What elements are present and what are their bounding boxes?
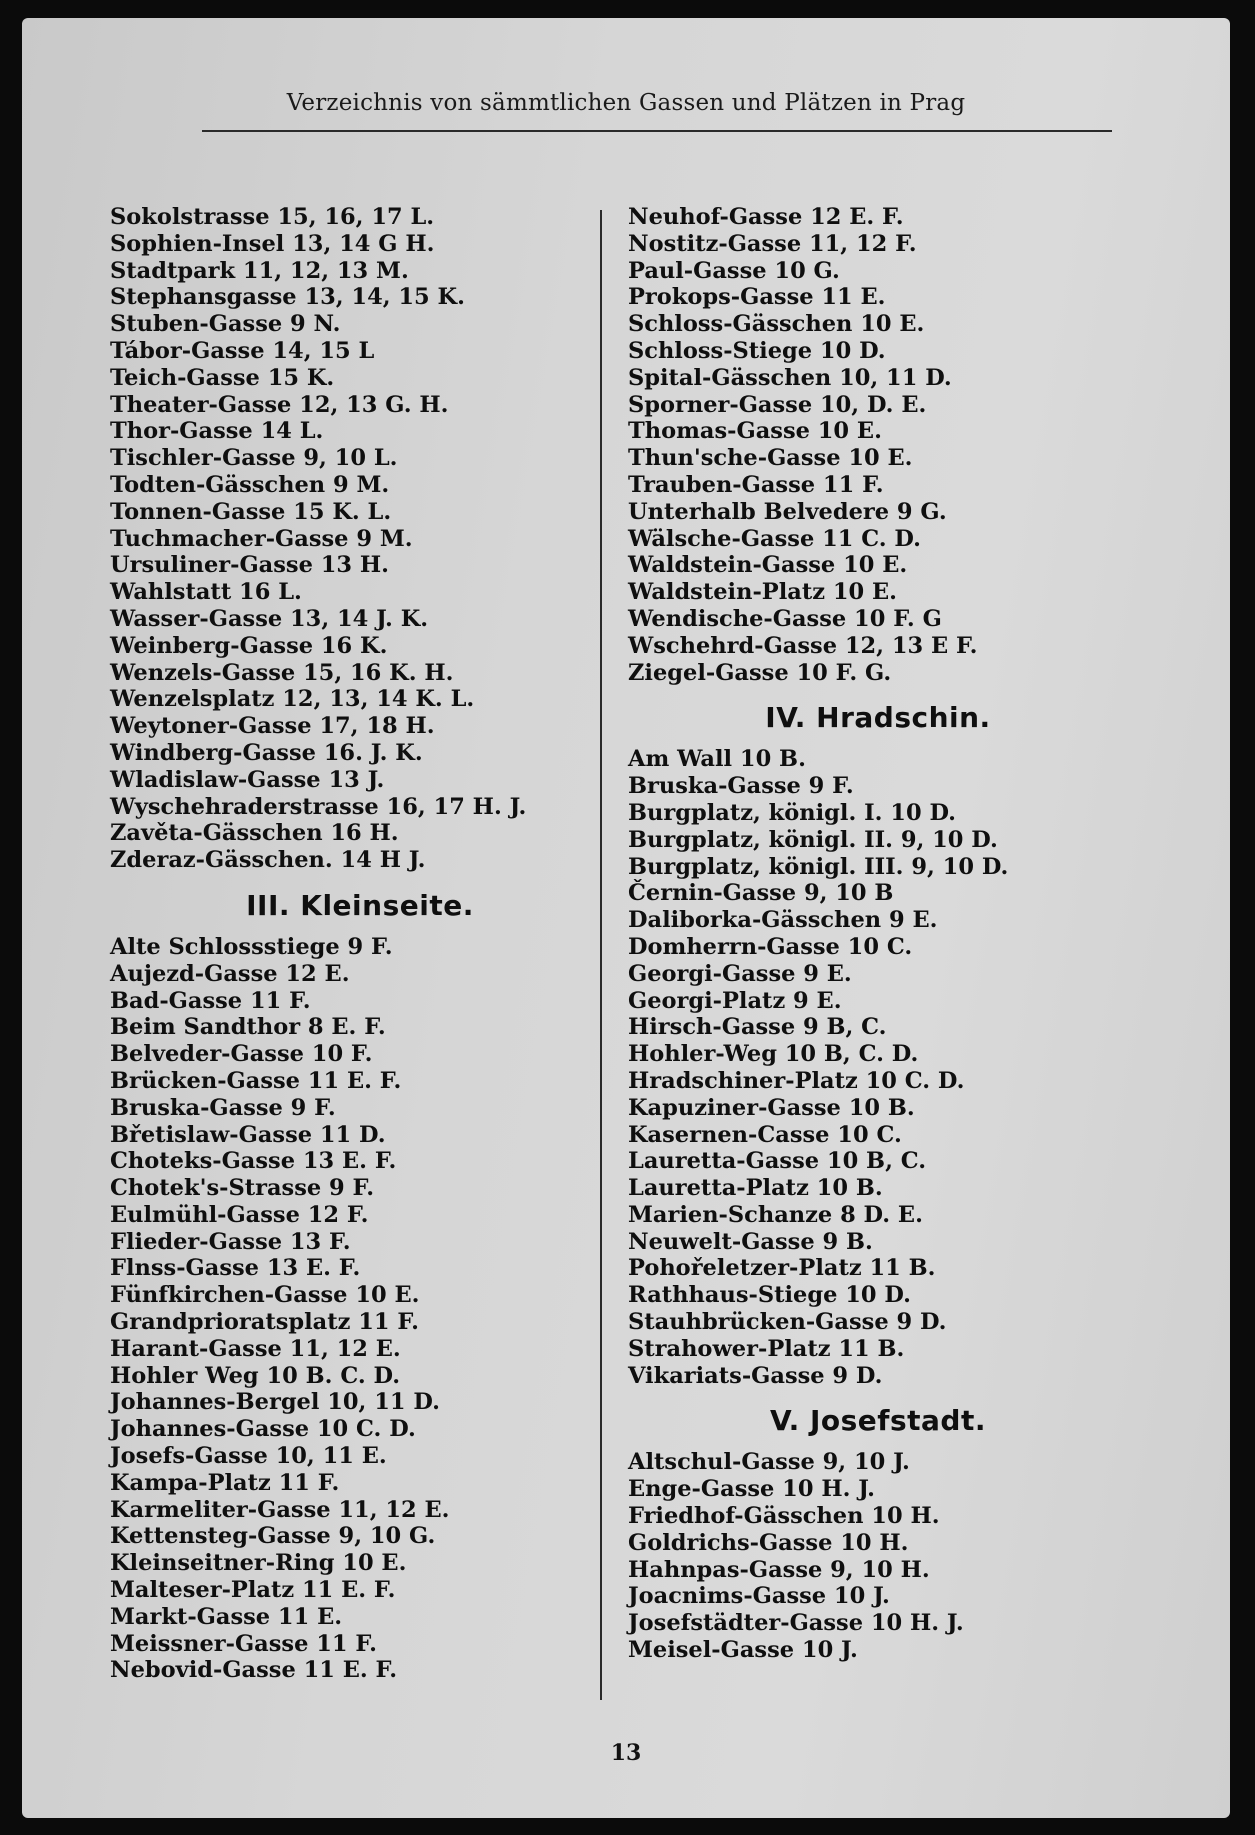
street-entry: Wenzels-Gasse 15, 16 K. H. <box>110 659 454 686</box>
street-entry: Břetislaw-Gasse 11 D. <box>110 1121 386 1148</box>
street-entry: Thomas-Gasse 10 E. <box>628 418 882 445</box>
page-number: 13 <box>610 1740 642 1766</box>
street-entry: Wschehrd-Gasse 12, 13 E F. <box>628 632 978 659</box>
street-entry: Markt-Gasse 11 E. <box>110 1603 343 1630</box>
street-entry: Stauhbrücken-Gasse 9 D. <box>628 1309 947 1336</box>
street-entry: Wenzelsplatz 12, 13, 14 K. L. <box>110 686 475 713</box>
street-entry: Fünfkirchen-Gasse 10 E. <box>110 1282 420 1309</box>
page-header: Verzeichnis von sämmtlichen Gassen und Plätzen in Prag <box>286 90 966 116</box>
street-entry: Johannes-Bergel 10, 11 D. <box>110 1389 440 1416</box>
street-entry: Strahower-Platz 11 B. <box>628 1335 905 1362</box>
street-entry: Flieder-Gasse 13 F. <box>110 1228 351 1255</box>
street-entry: Wendische-Gasse 10 F. G <box>628 605 942 632</box>
street-entry: Thun'sche-Gasse 10 E. <box>628 445 913 472</box>
street-entry: Am Wall 10 B. <box>628 746 806 773</box>
street-entry: Meissner-Gasse 11 F. <box>110 1630 377 1657</box>
street-entry: Paul-Gasse 10 G. <box>628 257 840 284</box>
street-entry: Daliborka-Gässchen 9 E. <box>628 907 938 934</box>
column-divider <box>600 210 602 1700</box>
street-entry: Zavěta-Gässchen 16 H. <box>110 820 399 847</box>
street-entry: Burgplatz, königl. III. 9, 10 D. <box>628 853 1009 880</box>
street-entry: Joacnims-Gasse 10 J. <box>628 1583 890 1610</box>
street-entry: Windberg-Gasse 16. J. K. <box>110 739 423 766</box>
street-entry: Aujezd-Gasse 12 E. <box>110 960 350 987</box>
street-entry: Schloss-Stiege 10 D. <box>628 337 886 364</box>
street-entry: Spital-Gässchen 10, 11 D. <box>628 364 952 391</box>
street-entry: Hradschiner-Platz 10 C. D. <box>628 1067 965 1094</box>
street-entry: Burgplatz, königl. II. 9, 10 D. <box>628 826 998 853</box>
left-entries-b <box>110 934 590 1684</box>
right-entries-a <box>628 204 1098 686</box>
street-entry: Hohler Weg 10 B. C. D. <box>110 1362 401 1389</box>
street-entry: Sophien-Insel 13, 14 G H. <box>110 230 435 257</box>
street-entry: Wyschehraderstrasse 16, 17 H. J. <box>110 793 527 820</box>
street-entry: Karmeliter-Gasse 11, 12 E. <box>110 1496 450 1523</box>
street-entry: Teich-Gasse 15 K. <box>110 364 335 391</box>
street-entry: Neuhof-Gasse 12 E. F. <box>628 204 904 230</box>
street-entry: Domherrn-Gasse 10 C. <box>628 933 913 960</box>
right-entries-b <box>628 746 1098 1389</box>
street-entry: Goldrichs-Gasse 10 H. <box>628 1529 909 1556</box>
street-entry: Waldstein-Platz 10 E. <box>628 579 897 606</box>
street-entry: Hohler-Weg 10 B, C. D. <box>628 1041 919 1068</box>
street-entry: Meisel-Gasse 10 J. <box>628 1637 858 1664</box>
street-entry: Burgplatz, königl. I. 10 D. <box>628 799 956 826</box>
street-entry: Bruska-Gasse 9 F. <box>110 1094 336 1121</box>
street-entry: Lauretta-Gasse 10 B, C. <box>628 1148 927 1175</box>
street-entry: Ziegel-Gasse 10 F. G. <box>628 659 892 686</box>
street-entry: Sporner-Gasse 10, D. E. <box>628 391 927 418</box>
street-entry: Tonnen-Gasse 15 K. L. <box>110 498 392 525</box>
street-entry: Kettensteg-Gasse 9, 10 G. <box>110 1523 436 1550</box>
street-entry: Kasernen-Casse 10 C. <box>628 1121 902 1148</box>
street-entry: Theater-Gasse 12, 13 G. H. <box>110 391 449 418</box>
street-entry: Kleinseitner-Ring 10 E. <box>110 1550 407 1577</box>
street-entry: Neuwelt-Gasse 9 B. <box>628 1228 873 1255</box>
street-entry: Wälsche-Gasse 11 C. D. <box>628 525 921 552</box>
street-entry: Stuben-Gasse 9 N. <box>110 311 341 338</box>
left-entries-a <box>110 204 590 874</box>
street-entry: Wladislaw-Gasse 13 J. <box>110 766 385 793</box>
street-entry: Bad-Gasse 11 F. <box>110 987 311 1014</box>
street-entry: Lauretta-Platz 10 B. <box>628 1175 883 1202</box>
section-title-kleinseite: III. Kleinseite. <box>246 888 474 922</box>
street-entry: Grandprioratsplatz 11 F. <box>110 1309 419 1336</box>
street-entry: Sokolstrasse 15, 16, 17 L. <box>110 204 435 230</box>
street-entry: Malteser-Platz 11 E. F. <box>110 1577 396 1604</box>
street-entry: Flnss-Gasse 13 E. F. <box>110 1255 361 1282</box>
right-entries-c <box>628 1449 1098 1663</box>
street-entry: Schloss-Gässchen 10 E. <box>628 311 925 338</box>
street-entry: Eulmühl-Gasse 12 F. <box>110 1201 369 1228</box>
street-entry: Hahnpas-Gasse 9, 10 H. <box>628 1556 930 1583</box>
street-entry: Waldstein-Gasse 10 E. <box>628 552 908 579</box>
section-title-hradschin: IV. Hradschin. <box>765 701 991 735</box>
street-entry: Harant-Gasse 11, 12 E. <box>110 1335 401 1362</box>
street-entry: Tuchmacher-Gasse 9 M. <box>110 525 413 552</box>
street-entry: Ursuliner-Gasse 13 H. <box>110 552 389 579</box>
street-entry: Georgi-Gasse 9 E. <box>628 960 852 987</box>
street-entry: Pohořeletzer-Platz 11 B. <box>628 1255 936 1282</box>
street-entry: Belveder-Gasse 10 F. <box>110 1041 373 1068</box>
street-entry: Kapuziner-Gasse 10 B. <box>628 1094 915 1121</box>
street-entry: Stadtpark 11, 12, 13 M. <box>110 257 409 284</box>
street-entry: Georgi-Platz 9 E. <box>628 987 842 1014</box>
street-entry: Marien-Schanze 8 D. E. <box>628 1201 923 1228</box>
street-entry: Weinberg-Gasse 16 K. <box>110 632 388 659</box>
street-entry: Josefs-Gasse 10, 11 E. <box>110 1443 387 1470</box>
street-entry: Chotek's-Strasse 9 F. <box>110 1175 375 1202</box>
street-entry: Wahlstatt 16 L. <box>110 579 302 606</box>
street-entry: Kampa-Platz 11 F. <box>110 1469 340 1496</box>
street-entry: Unterhalb Belvedere 9 G. <box>628 498 947 525</box>
street-entry: Choteks-Gasse 13 E. F. <box>110 1148 397 1175</box>
street-entry: Alte Schlossstiege 9 F. <box>110 933 393 960</box>
header-rule <box>202 130 1112 132</box>
street-entry: Johannes-Gasse 10 C. D. <box>110 1416 416 1443</box>
street-entry: Černin-Gasse 9, 10 B <box>628 880 894 907</box>
street-entry: Rathhaus-Stiege 10 D. <box>628 1282 911 1309</box>
right-column <box>628 204 1098 1664</box>
street-entry: Beim Sandthor 8 E. F. <box>110 1014 386 1041</box>
street-entry: Todten-Gässchen 9 M. <box>110 471 390 498</box>
street-entry: Zderaz-Gässchen. 14 H J. <box>110 847 426 874</box>
street-entry: Enge-Gasse 10 H. J. <box>628 1476 875 1503</box>
street-entry: Hirsch-Gasse 9 B, C. <box>628 1014 887 1041</box>
street-entry: Brücken-Gasse 11 E. F. <box>110 1067 402 1094</box>
book-page <box>22 18 1230 1818</box>
street-entry: Nostitz-Gasse 11, 12 F. <box>628 230 917 257</box>
street-entry: Josefstädter-Gasse 10 H. J. <box>628 1610 964 1637</box>
section-title-josefstadt: V. Josefstadt. <box>770 1404 986 1438</box>
street-entry: Altschul-Gasse 9, 10 J. <box>628 1449 910 1476</box>
left-column <box>110 204 590 1684</box>
street-entry: Bruska-Gasse 9 F. <box>628 773 854 800</box>
street-entry: Weytoner-Gasse 17, 18 H. <box>110 713 435 740</box>
street-entry: Prokops-Gasse 11 E. <box>628 284 886 311</box>
street-entry: Wasser-Gasse 13, 14 J. K. <box>110 605 429 632</box>
street-entry: Friedhof-Gässchen 10 H. <box>628 1503 940 1530</box>
street-entry: Tischler-Gasse 9, 10 L. <box>110 445 398 472</box>
street-entry: Trauben-Gasse 11 F. <box>628 471 884 498</box>
street-entry: Vikariats-Gasse 9 D. <box>628 1362 883 1389</box>
street-entry: Tábor-Gasse 14, 15 L <box>110 337 375 364</box>
street-entry: Nebovid-Gasse 11 E. F. <box>110 1657 398 1684</box>
street-entry: Stephansgasse 13, 14, 15 K. <box>110 284 465 311</box>
street-entry: Thor-Gasse 14 L. <box>110 418 324 445</box>
